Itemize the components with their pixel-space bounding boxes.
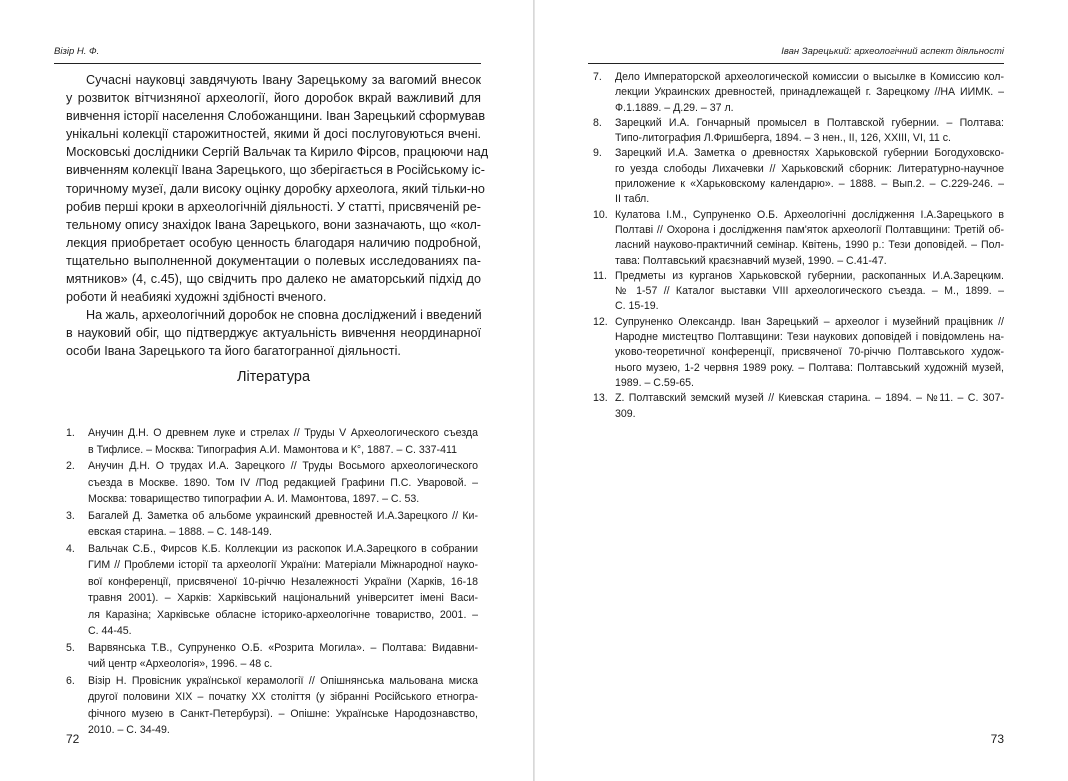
reference-number: 4.	[66, 542, 75, 555]
reference-item	[593, 116, 1004, 147]
reference-item	[593, 269, 1004, 315]
reference-line: Візір Н. Провісник української керамології // Опішнянська мальована миска	[88, 674, 478, 687]
reference-item	[593, 70, 1004, 116]
text-line: мятников» (4, с.45), що свідчить про далеко не аматорський підхід до	[66, 272, 481, 287]
text-line: Сучасні науковці завдячують Івану Зарецькому за вагомий внесок	[86, 73, 481, 87]
reference-line: Багалей Д. Заметка об альбоме украинский древностей И.А.Зарецкого // Ки-	[88, 509, 478, 522]
reference-item	[593, 315, 1004, 391]
reference-item	[593, 208, 1004, 269]
reference-item	[66, 673, 478, 739]
reference-item	[66, 458, 478, 508]
reference-line: съезда в Москве. 1890. Том IV /Под редакцией Графини П.С. Уваровой. –	[88, 476, 478, 489]
reference-line: ласний науково-практичний семінар. Квітень, 1990 р.: Тези доповідей. – Пол-	[615, 239, 1004, 252]
page-number: 73	[990, 732, 1004, 746]
text-line: торичному музеї, дали високу оцінку доробку археолога, який тільки-но	[66, 181, 485, 196]
running-header-title: Іван Зарецький: археологічний аспект діяльності	[781, 46, 1004, 57]
reference-line: 309.	[615, 407, 636, 420]
reference-number: 3.	[66, 509, 75, 522]
reference-line: евская старина. – 1888. – С. 148-149.	[88, 526, 272, 538]
text-line: робив перші кроки в археологічній діяльності. У статті, присвяченій ре-	[66, 199, 481, 214]
page-number: 72	[66, 732, 80, 746]
reference-line: лекции Украинских древностей, принадлежащей г. Зарецкому //НА ИИМК. –	[615, 86, 1004, 99]
reference-line: чий центр «Археологія», 1996. – 48 с.	[88, 658, 273, 670]
reference-item	[66, 541, 478, 640]
text-line: вивченням колекції Івана Зарецького, що зберігається в Російському іс-	[66, 163, 485, 178]
reference-line: ГИМ // Проблеми історії та археології України: Матеріали Міжнародної науко-	[88, 559, 478, 571]
reference-item	[66, 640, 478, 673]
reference-line: го уезда слободы Лихачевки // Харьковский сборник: Литературно-научное	[615, 162, 1004, 175]
reference-number: 5.	[66, 641, 75, 654]
reference-line: Дело Императорской археологической комиссии о высылке в Комиссию кол-	[615, 71, 1004, 83]
right-page	[534, 0, 1068, 781]
reference-line: II табл.	[615, 193, 650, 206]
reference-line: С. 44-45.	[88, 625, 132, 637]
reference-line: в Тифлисе. – Москва: Типография А.И. Мамонтова и К°, 1887. – С. 337-411	[88, 443, 457, 456]
text-line: особи Івана Зарецького та його багатогранної діяльності.	[66, 344, 401, 359]
reference-number: 6.	[66, 674, 75, 687]
paragraph	[66, 71, 489, 306]
reference-line: № 1-57 // Каталог выставки VIII археологического съезда. – М., 1899. –	[615, 285, 1004, 298]
reference-number: 9.	[593, 147, 602, 160]
section-title: Література	[236, 369, 311, 385]
reference-line: 2010. – С. 34-49.	[88, 724, 170, 736]
reference-line: травня 2001). – Харків: Харківський національний університет імені Васи-	[88, 592, 478, 604]
reference-line: Варвянська Т.В., Супруненко О.Б. «Розрита Могила». – Полтава: Видавни-	[88, 641, 478, 654]
reference-number: 8.	[593, 116, 602, 129]
reference-line: 1989. – С.59-65.	[615, 376, 694, 389]
text-line: лекция приобретает особую ценность благодаря наличию подробной,	[66, 235, 481, 250]
reference-line: Москва: товарищество типографии А. И. Мамонтова, 1897. – С. 53.	[88, 493, 420, 505]
reference-line: нього музею, 1-2 червня 1989 року. – Полтава: Полтавський художній музей,	[615, 361, 1004, 374]
header-rule	[588, 63, 1004, 64]
text-line: в науковий обіг, що підтверджує актуальність вивчення неординарної	[66, 326, 481, 341]
reference-line: другої половини XIX – початку XX століття (у зібранні Російського етногра-	[88, 691, 478, 703]
reference-line: Анучин Д.Н. О трудах И.А. Зарецкого // Труды Восьмого археологического	[88, 460, 478, 472]
reference-item	[66, 425, 478, 458]
reference-line: Полтаві // Охорона і дослідження пам'яток археології Полтавщини: Третій об-	[615, 223, 1004, 236]
reference-line: Типо-литография Л.Фришберга, 1894. – 3 нен., II, 126, XXIII, VI, 11 с.	[615, 132, 951, 145]
reference-number: 11.	[593, 269, 607, 282]
paragraph	[66, 306, 481, 360]
reference-item	[593, 391, 1004, 422]
reference-line: Вальчак С.Б., Фирсов К.Б. Коллекции из раскопок И.А.Зарецкого в собрании	[88, 542, 478, 555]
reference-line: тава: Полтавський краєзнавчий музей, 1990. – С.41-47.	[615, 254, 887, 267]
reference-item	[593, 146, 1004, 207]
text-line: тщательно выполненной документации о полевых исследованиях па-	[66, 253, 481, 268]
reference-line: вої конференції, присвяченої 10-річчю Незалежності України (Харків, 16-18	[88, 575, 478, 588]
reference-list	[593, 70, 1004, 422]
text-line: роботи й неабиякі художні здібності вченого.	[66, 290, 327, 305]
reference-line: Народне мистецтво Полтавщини: Тези наукових доповідей і повідомлень на-	[615, 331, 1004, 344]
text-line: Московські дослідники Сергій Вальчак та Кирило Фірсов, працюючи над	[66, 145, 489, 160]
reference-line: Анучин Д.Н. О древнем луке и стрелах // Труды V Археологического съезда	[88, 427, 478, 439]
reference-line: Зарецкий И.А. Гончарный промысел в Полтавской губернии. – Полтава:	[615, 116, 1004, 129]
reference-number: 13.	[593, 392, 608, 405]
text-line: вивчення історії населення Слобожанщини. Іван Зарецький сформував	[66, 109, 486, 124]
running-header-author: Візір Н. Ф.	[54, 46, 100, 57]
reference-number: 12.	[593, 315, 608, 328]
reference-line: Кулатова І.М., Супруненко О.Б. Археологічні дослідження І.А.Зарецького в	[615, 208, 1004, 221]
reference-line: фічного музею в Санкт-Петербурзі). – Опішне: Українське Народознавство,	[88, 707, 478, 720]
reference-line: Ф.1.1889. – Д.29. – 37 л.	[615, 101, 734, 114]
reference-line: Z. Полтавский земский музей // Киевская старина. – 1894. – №11. – С. 307-	[615, 392, 1004, 405]
reference-number: 1.	[66, 427, 75, 439]
reference-number: 7.	[593, 71, 602, 83]
text-line: у розвиток вітчизняної археології, його доробок вкрай важливий для	[66, 91, 481, 106]
reference-line: приложение к «Харьковскому календарю». – 1888. – Вып.2. – С.229-246. –	[615, 178, 1004, 191]
reference-list	[66, 425, 478, 739]
reference-line: уково-теоретичної конференції, присвяченої 70-річчю Полтавського худож-	[615, 346, 1004, 359]
text-line: На жаль, археологічний доробок не сповна досліджений і введений	[86, 308, 482, 323]
reference-line: Супруненко Олександр. Іван Зарецький – археолог і музейний працівник //	[615, 315, 1004, 328]
reference-item	[66, 508, 478, 541]
reference-number: 2.	[66, 460, 75, 472]
reference-number: 10.	[593, 208, 608, 221]
text-line: тельному опису знахідок Івана Зарецького, вони зазначають, що «кол-	[66, 217, 481, 232]
reference-line: Предметы из курганов Харьковской губернии, раскопанных И.А.Зарецким.	[615, 269, 1004, 282]
reference-line: Зарецкий И.А. Заметка о древностях Харьковской губернии Богодуховско-	[615, 147, 1004, 160]
reference-line: С. 15-19.	[615, 300, 659, 313]
header-rule	[54, 63, 481, 64]
body-text	[66, 71, 489, 361]
text-line: унікальні колекції старожитностей, якими й досі послуговуються вчені.	[66, 127, 481, 142]
reference-line: ля Каразіна; Харківське обласне історико-археологічне товариство, 2001. –	[88, 608, 478, 621]
